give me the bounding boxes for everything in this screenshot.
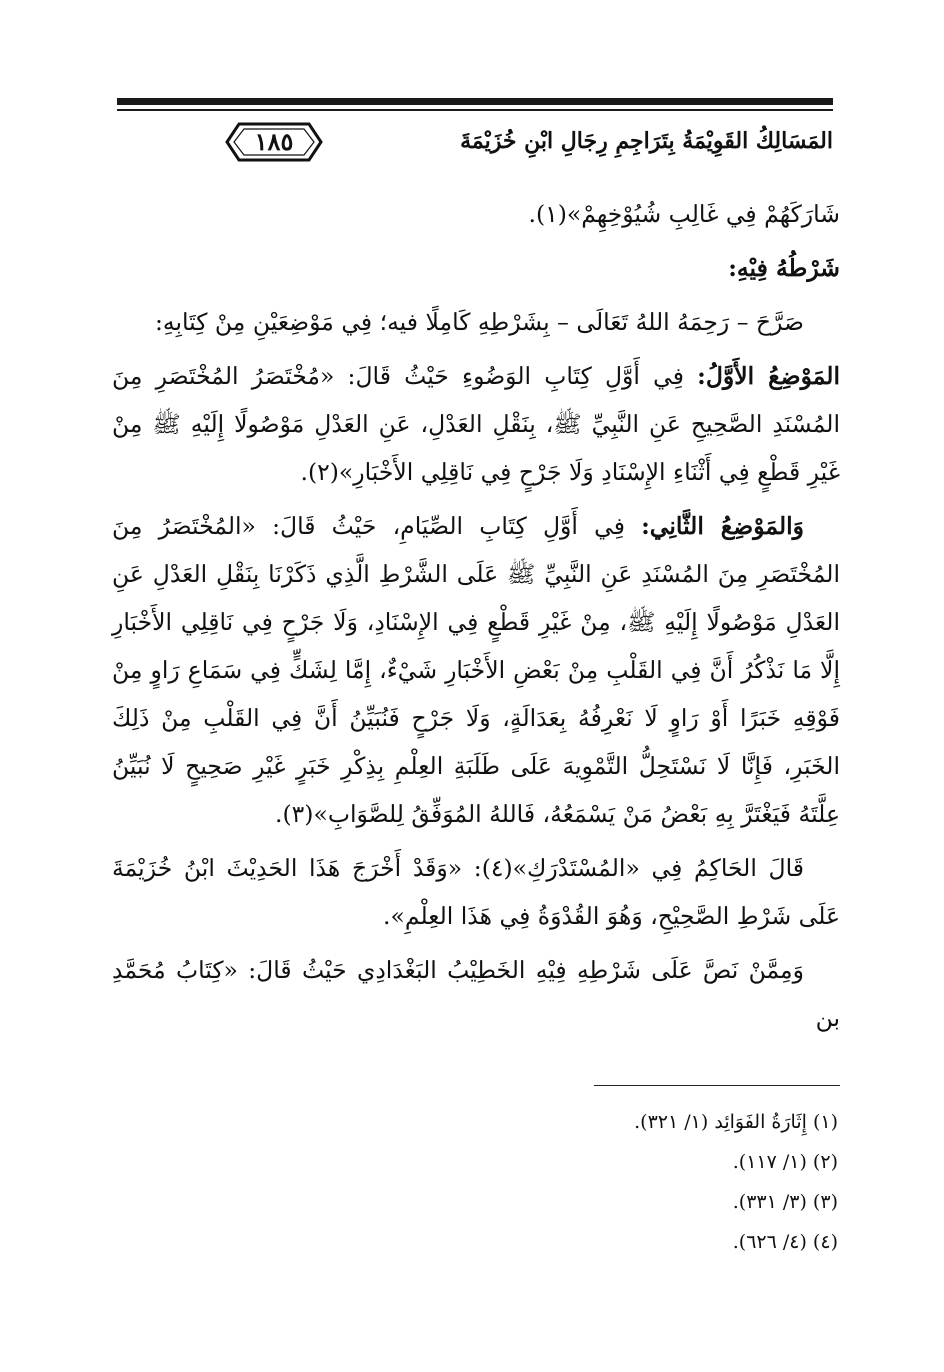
paragraph-7: وَمِمَّنْ نَصَّ عَلَى شَرْطِهِ فِيْهِ الخَطِيْبُ البَغْدَادِي حَيْثُ قَالَ: «كِتَابُ مُحَمَّدِ بن: [112, 956, 840, 1032]
section-heading: شَرْطُهُ فِيْهِ:: [728, 254, 840, 282]
paragraph-4-text: فِي أَوَّلِ كِتَابِ الوَضُوءِ حَيْثُ قَالَ: «مُخْتَصَرُ المُخْتَصَرِ مِنَ المُسْنَدِ الصَّحِيحِ عَنِ النَّبِيِّ ﷺ، بِنَقْلِ العَدْلِ، عَنِ العَدْلِ مَوْصُولًا إِلَيْهِ ﷺ مِنْ غَيْرِ قَطْعٍ فِي أَثْنَاءِ الإِسْنَادِ وَلَا جَرْحٍ فِي نَاقِلِي الأَخْبَارِ»(٢).: [112, 362, 840, 486]
paragraph-5-text: فِي أَوَّلِ كِتَابِ الصِّيَامِ، حَيْثُ قَالَ: «المُخْتَصَرُ مِنَ المُخْتَصَرِ مِنَ المُسْنَدِ عَنِ النَّبِيِّ ﷺ عَلَى الشَّرْطِ الَّذِي ذَكَرْنَا بِنَقْلِ العَدْلِ عَنِ العَدْلِ مَوْصُولًا إِلَيْهِ ﷺ، مِنْ غَيْرِ قَطْعٍ فِي الإِسْنَادِ، وَلَا جَرْحٍ فِي نَاقِلِي الأَخْبَارِ إِلَّا مَا نَذْكُرُ أَنَّ فِي القَلْبِ مِنْ بَعْضِ الأَخْبَارِ شَيْءٌ، إِمَّا لِشَكٍّ فِي سَمَاعِ رَاوٍ مِنْ فَوْقِهِ خَبَرًا أَوْ رَاوٍ لَا نَعْرِفُهُ بِعَدَالَةٍ، وَلَا جَرْحٍ فَنُبَيِّنُ أَنَّ فِي القَلْبِ مِنْ ذَلِكَ الخَبَرِ، فَإِنَّا لَا نَسْتَحِلُّ التَّمْوِيهَ عَلَى طَلَبَةِ العِلْمِ بِذِكْرِ خَبَرٍ غَيْرِ صَحِيحٍ لَا نُبَيِّنُ عِلَّتَهُ فَيَغْتَرَّ بِهِ بَعْضُ مَنْ يَسْمَعُهُ، فَاللهُ المُوَفِّقُ لِلصَّوَابِ»(٣).: [112, 512, 840, 828]
footnote-1: (١) إِثَارَةُ الفَوَائِد (١/ ٣٢١).: [634, 1111, 838, 1133]
footnote-4: (٤) (٤/ ٦٢٦).: [732, 1231, 838, 1253]
main-text: [112, 190, 840, 1048]
paragraph-4: [112, 352, 840, 496]
paragraph-5: [112, 502, 840, 838]
footnote-3: (٣) (٣/ ٣٣١).: [732, 1191, 838, 1213]
footnote-2: (٢) (١/ ١١٧).: [732, 1151, 838, 1173]
page-header: [117, 98, 833, 178]
header-rule-thick: [117, 98, 833, 105]
header-rule-thin: [117, 109, 833, 111]
paragraph-6: قَالَ الحَاكِمُ فِي «المُسْتَدْرَكِ»(٤): «وَقَدْ أَخْرَجَ هَذَا الحَدِيْثَ ابْنُ خُزَيْمَةَ عَلَى شَرْطِ الصَّحِيْحِ، وَهُوَ القُدْوَةُ فِي هَذَا العِلْمِ».: [112, 854, 840, 930]
page-number: ١٨٥: [254, 127, 294, 156]
paragraph-3: صَرَّحَ – رَحِمَهُ اللهُ تَعَالَى – بِشَرْطِهِ كَامِلًا فيه؛ فِي مَوْضِعَيْنِ مِنْ كِتَابِهِ:: [154, 308, 804, 336]
paragraph-5-lead: وَالمَوْضِعُ الثَّانِي:: [641, 512, 804, 540]
running-title: المَسَالِكُ القَوِيْمَةُ بِتَرَاجِمِ رِجَالِ ابْنِ خُزَيْمَةَ: [460, 128, 833, 154]
footnotes: [338, 1102, 838, 1262]
page-number-badge: [225, 120, 323, 164]
paragraph-4-lead: المَوْضِعُ الأَوَّلُ:: [697, 362, 840, 390]
paragraph-1: شَارَكَهُمْ فِي غَالِبِ شُيُوْخِهِمْ»(١).: [528, 200, 840, 228]
footnote-divider: [594, 1085, 840, 1086]
